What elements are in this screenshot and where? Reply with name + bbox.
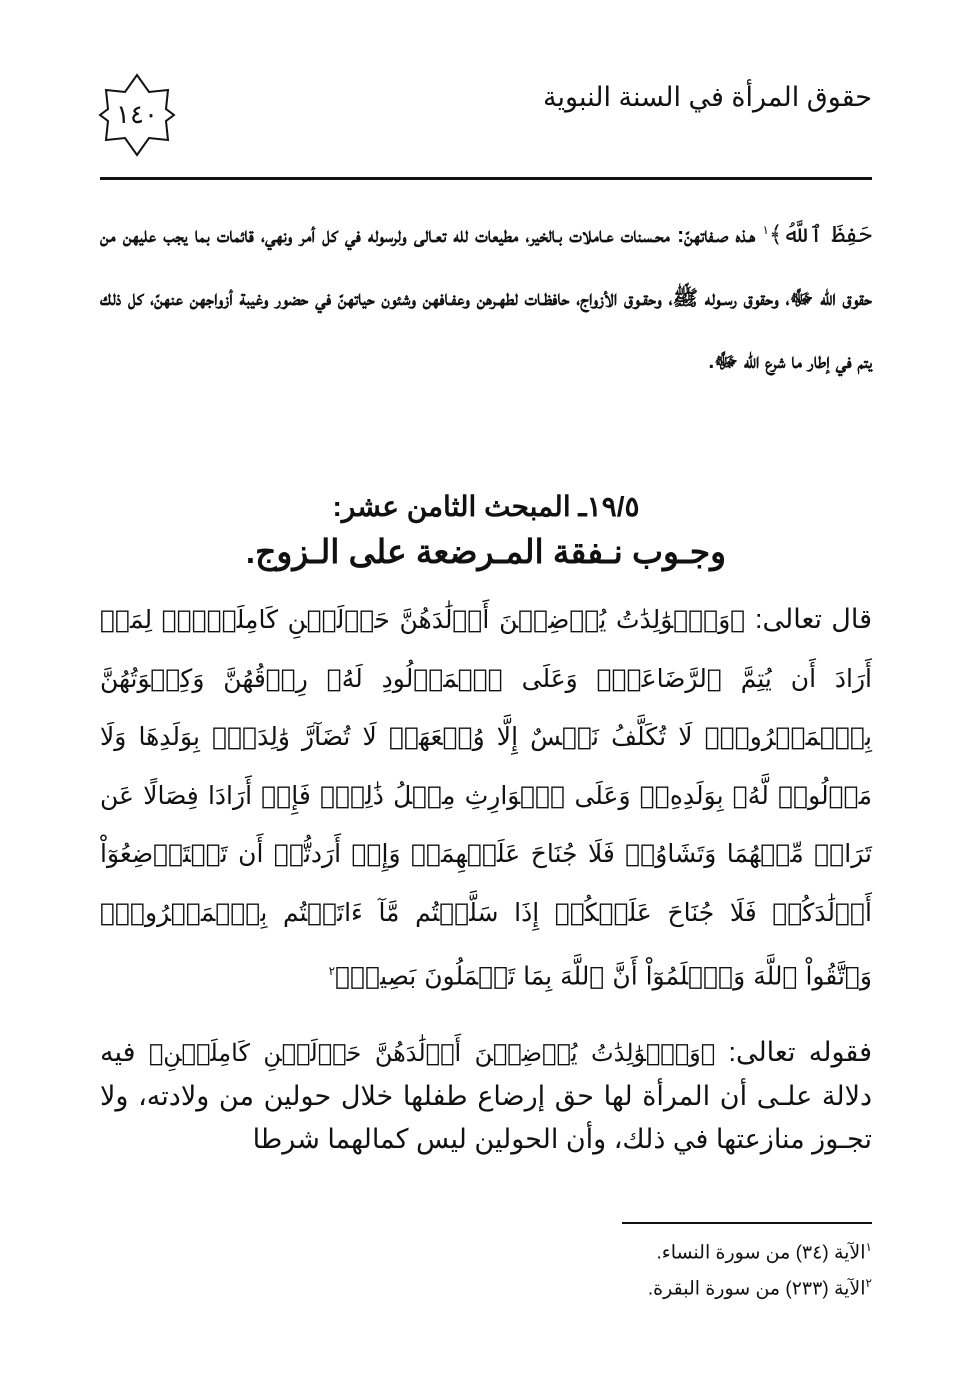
- footnote-ref-2[interactable]: ٢: [328, 964, 336, 978]
- footnote-text: الآية (٣٤) من سورة النساء.: [656, 1242, 866, 1264]
- page-number: ١٤٠: [116, 100, 158, 129]
- header-divider: [100, 177, 872, 180]
- commentary-lead: فقوله تعالى:: [728, 1037, 872, 1067]
- intro-paragraph: [100, 199, 872, 393]
- footnote-item: [100, 1232, 872, 1268]
- commentary-verse-quote: ﴿وَٱلۡوَٰلِدَٰتُ يُرۡضِعۡنَ أَوۡلَٰدَهُنَّ حَوۡلَيۡنِ كَامِلَيۡنِ﴾: [148, 1039, 716, 1067]
- section-heading-title: وجـوب نـفقة المـرضعة على الـزوج.: [245, 533, 727, 570]
- footnote-item: [100, 1268, 872, 1304]
- quran-verse-paragraph: [100, 590, 872, 1006]
- quran-quote-tail: حَفِظَ ٱللَّهُ﴾: [768, 222, 873, 248]
- intro-text: هـذه صـفاتهنّ: محـسنات عـاملات بـالخير، مطيعات لله تعـالى ولرسوله في كل أمر ونهي، قائمات بما يجب عليهن من حقوق الله ﷻ، وحقوق رسـوله ﷺ، وحقـوق الأزواج، حافظـات لطهـرهن وعفـافهن وشئون حياتهنّ في حضور وغيبة أزواجهن عنهنّ، كل ذلك يتم في إطار ما شرع الله ﷻ.: [100, 224, 872, 373]
- section-heading-number: ١٩/٥ـ المبحث الثامن عشر:: [332, 491, 640, 522]
- footnote-divider: [622, 1222, 872, 1224]
- footnote-number: ٢: [865, 1276, 872, 1291]
- running-header-title: حقوق المرأة في السنة النبوية: [543, 82, 872, 112]
- page-number-badge: [97, 72, 177, 158]
- footnote-number: ١: [865, 1240, 872, 1254]
- footnote-text: الآية (٢٣٣) من سورة البقرة.: [647, 1278, 866, 1300]
- quran-verse-text: ﴿وَٱلۡوَٰلِدَٰتُ يُرۡضِعۡنَ أَوۡلَٰدَهُنَّ حَوۡلَيۡنِ كَامِلَيۡنِۖ لِمَنۡ أَرَادَ أَن يُتِمَّ ٱلرَّضَاعَةَۚ وَعَلَى ٱلۡمَوۡلُودِ لَهُۥ رِزۡقُهُنَّ وَكِسۡوَتُهُنَّ بِٱلۡمَعۡرُوفِۚ لَا تُكَلَّفُ نَفۡسٌ إِلَّا وُسۡعَهَاۚ لَا تُضَآرَّ وَٰلِدَةُۢ بِوَلَدِهَا وَلَا مَوۡلُودٞ لَّهُۥ بِوَلَدِهِۦۚ وَعَلَى ٱلۡوَارِثِ مِثۡلُ ذَٰلِكَۗ فَإِنۡ أَرَادَا فِصَالًا عَن تَرَاضٖ مِّنۡهُمَا وَتَشَاوُرٖ فَلَا جُنَاحَ عَلَيۡهِمَاۗ وَإِنۡ أَرَدتُّمۡ أَن تَسۡتَرۡضِعُوٓاْ أَوۡلَٰدَكُمۡ فَلَا جُنَاحَ عَلَيۡكُمۡ إِذَا سَلَّمۡتُم مَّآ ءَاتَيۡتُم بِٱلۡمَعۡرُوفِۗ وَٱتَّقُواْ ٱللَّهَ وَٱعۡلَمُوٓاْ أَنَّ ٱللَّهَ بِمَا تَعۡمَلُونَ بَصِيرٞ﴾: [100, 605, 872, 991]
- verse-lead: قال تعالى:: [754, 604, 872, 634]
- footnotes-section: [100, 1232, 872, 1305]
- commentary-text: فيه دلالة علـى أن المرأة لها حق إرضاع طفلها خلال حولين من ولادته، ولا تجـوز منازعتها في ذلك، وأن الحولين ليس كمالهما شرطا: [100, 1037, 872, 1154]
- commentary-paragraph: [100, 1031, 872, 1161]
- footnote-ref-1[interactable]: ١: [762, 223, 769, 237]
